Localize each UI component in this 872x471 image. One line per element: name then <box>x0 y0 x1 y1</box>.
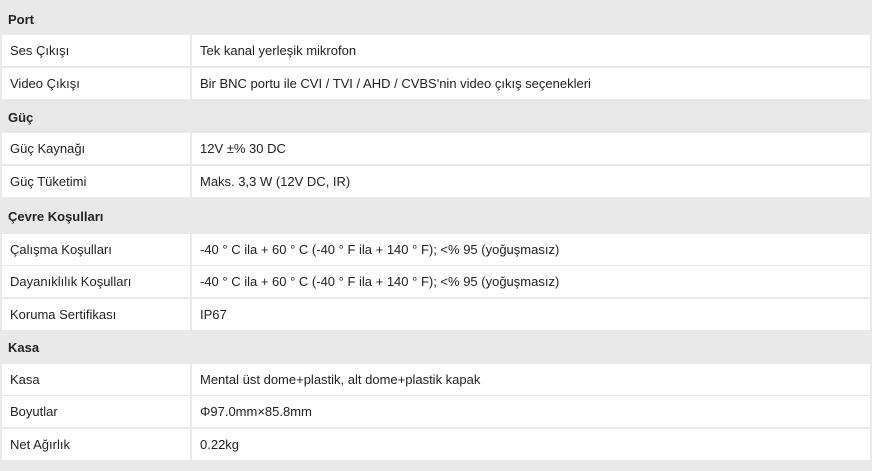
section-header-power <box>0 101 872 133</box>
table-row <box>0 364 872 395</box>
section-header-port <box>0 3 872 35</box>
section-header-housing <box>0 331 872 363</box>
table-row <box>0 234 872 265</box>
table-row <box>0 35 872 66</box>
row-value: Mental üst dome+plastik, alt dome+plastik kapak <box>192 364 870 395</box>
table-row <box>0 166 872 197</box>
row-label: Net Ağırlık <box>2 429 190 460</box>
row-value: -40 ° C ila + 60 ° C (-40 ° F ila + 140 ° F); <% 95 (yoğuşmasız) <box>192 234 870 265</box>
row-label: Video Çıkışı <box>2 68 190 99</box>
table-row <box>0 299 872 330</box>
table-row <box>0 266 872 297</box>
section-header-environment <box>0 200 872 232</box>
row-label: Kasa <box>2 364 190 395</box>
table-row <box>0 396 872 427</box>
table-row <box>0 429 872 460</box>
row-label: Koruma Sertifikası <box>2 299 190 330</box>
row-value: Tek kanal yerleşik mikrofon <box>192 35 870 66</box>
row-value: Bir BNC portu ile CVI / TVI / AHD / CVBS'nin video çıkış seçenekleri <box>192 68 870 99</box>
section-title: Çevre Koşulları <box>8 208 104 224</box>
row-value: 12V ±% 30 DC <box>192 133 870 164</box>
row-label: Güç Kaynağı <box>2 133 190 164</box>
row-label: Ses Çıkışı <box>2 35 190 66</box>
row-label: Dayanıklılık Koşulları <box>2 266 190 297</box>
row-value: -40 ° C ila + 60 ° C (-40 ° F ila + 140 ° F); <% 95 (yoğuşmasız) <box>192 266 870 297</box>
row-label: Boyutlar <box>2 396 190 427</box>
table-row <box>0 133 872 164</box>
section-title: Kasa <box>8 339 40 355</box>
row-value: IP67 <box>192 299 870 330</box>
row-value: Maks. 3,3 W (12V DC, IR) <box>192 166 870 197</box>
section-title: Port <box>8 11 34 27</box>
section-title: Güç <box>8 109 34 125</box>
row-value: Φ97.0mm×85.8mm <box>192 396 870 427</box>
table-row <box>0 68 872 99</box>
row-label: Güç Tüketimi <box>2 166 190 197</box>
row-value: 0.22kg <box>192 429 870 460</box>
row-label: Çalışma Koşulları <box>2 234 190 265</box>
